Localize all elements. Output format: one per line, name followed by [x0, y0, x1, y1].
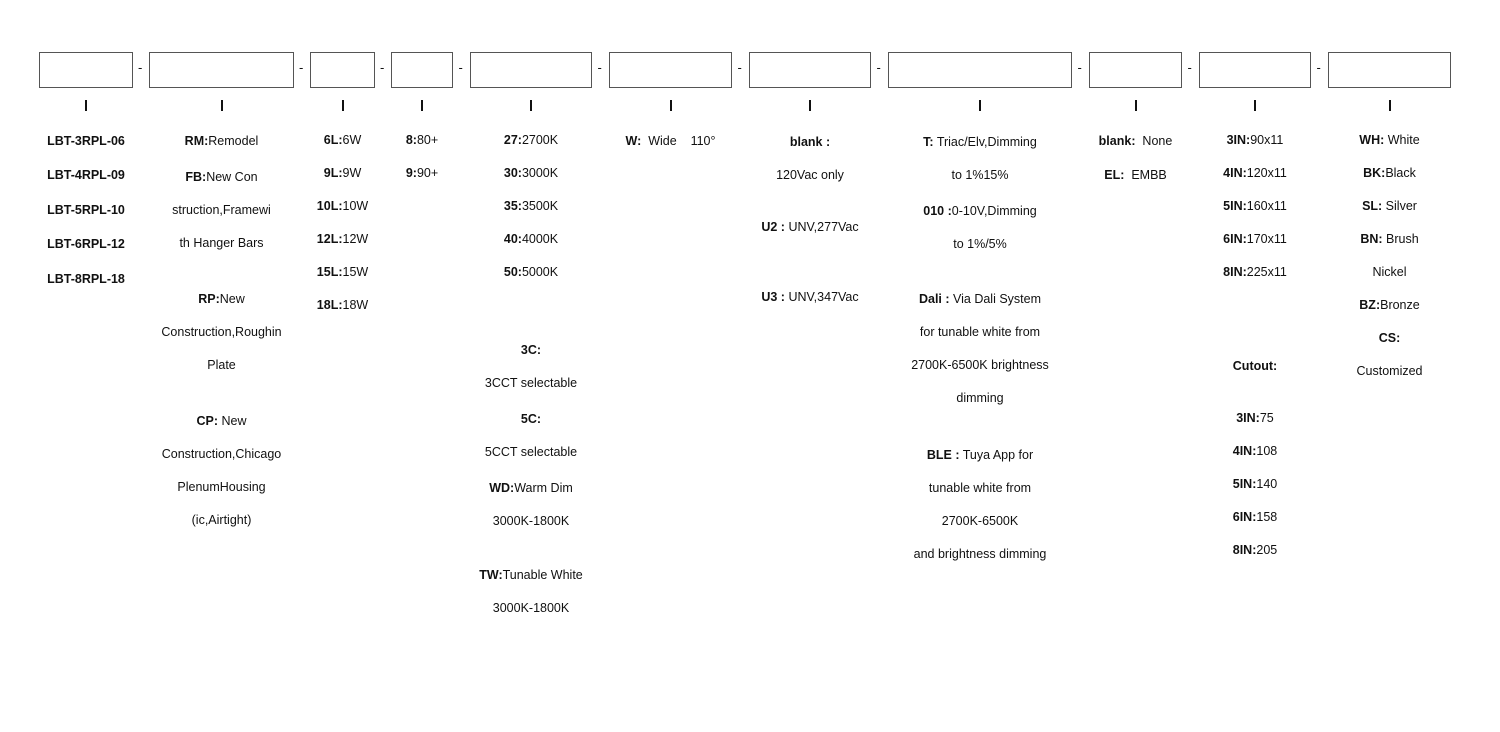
option-description: None [1135, 134, 1173, 148]
separator-dash: - [299, 60, 304, 75]
option-code: LBT-8RPL-18 [47, 272, 125, 286]
option-description: 4000K [521, 232, 559, 246]
connector-tick [979, 100, 981, 111]
option-code: 5IN: [1223, 199, 1247, 213]
option-code: 9: [405, 166, 417, 180]
option-code: BZ: [1359, 298, 1381, 312]
driver-option [870, 513, 1090, 529]
mounting-code-box [149, 52, 294, 88]
color_temp-option [421, 444, 641, 460]
size-option [1145, 443, 1365, 459]
color_temp-option [421, 375, 641, 391]
option-code: BK: [1363, 166, 1386, 180]
color_temp-option [421, 231, 641, 247]
connector-tick [342, 100, 344, 111]
beam-code-box [609, 52, 732, 88]
separator-dash: - [597, 60, 602, 75]
connector-tick [1389, 100, 1391, 111]
option-description: 2700K-6500K brightness [911, 358, 1049, 372]
option-code: 30: [503, 166, 522, 180]
color_temp-option [421, 165, 641, 181]
option-description: Warm Dim [514, 481, 573, 495]
option-code: TW: [479, 568, 503, 582]
driver-code-box [888, 52, 1072, 88]
option-code: 4IN: [1232, 444, 1257, 458]
option-code: 8: [405, 133, 417, 147]
option-description: Remodel [208, 134, 259, 148]
separator-dash: - [876, 60, 881, 75]
option-code: Cutout: [1232, 359, 1278, 373]
trim-option [1280, 198, 1500, 214]
option-description: 5000K [521, 265, 559, 279]
trim-option [1280, 264, 1500, 280]
item-option [0, 271, 196, 287]
separator-dash: - [737, 60, 742, 75]
option-code: RM: [184, 134, 209, 148]
separator-dash: - [458, 60, 463, 75]
separator-dash: - [380, 60, 385, 75]
option-code: 15L: [316, 265, 343, 279]
mounting-option [112, 357, 332, 373]
option-code: 10L: [316, 199, 343, 213]
option-code: Dali : [918, 292, 950, 306]
option-code: 6L: [323, 133, 343, 147]
separator-dash: - [1077, 60, 1082, 75]
option-code: 8IN: [1223, 265, 1247, 279]
driver-option [870, 546, 1090, 562]
option-code: T: [923, 135, 934, 149]
option-code: 8IN: [1232, 543, 1257, 557]
size-option [1145, 542, 1365, 558]
driver-option [870, 236, 1090, 252]
option-code: RP: [198, 292, 220, 306]
option-code: 35: [503, 199, 522, 213]
option-code: 3IN: [1236, 411, 1260, 425]
option-description: dimming [956, 391, 1004, 405]
option-code: EL: [1104, 168, 1125, 182]
option-description: 90+ [416, 166, 439, 180]
item-code-box [39, 52, 133, 88]
option-code: 010 : [923, 204, 952, 218]
option-code: WD: [489, 481, 515, 495]
option-description: 0-10V,Dimming [951, 204, 1037, 218]
option-description: 90x11 [1250, 133, 1284, 147]
option-description: Via Dali System [949, 292, 1042, 306]
option-description: UNV,347Vac [784, 290, 859, 304]
connector-tick [670, 100, 672, 111]
option-description: 2700K-6500K [941, 514, 1019, 528]
option-description: to 1%15% [951, 168, 1009, 182]
option-code: 5C: [520, 412, 542, 426]
mounting-option [112, 479, 332, 495]
driver-option [870, 390, 1090, 406]
option-code: LBT-5RPL-10 [47, 203, 125, 217]
trim-option [1280, 363, 1500, 379]
option-description: 3000K [521, 166, 559, 180]
watt-option [233, 264, 453, 280]
trim-option [1280, 132, 1500, 148]
option-description: Construction,Chicago [161, 447, 282, 461]
watt-option [233, 198, 453, 214]
trim-code-box [1328, 52, 1451, 88]
option-description: Plate [207, 358, 236, 372]
option-code: LBT-4RPL-09 [47, 168, 125, 182]
option-code: FB: [185, 170, 207, 184]
driver-option [870, 291, 1090, 307]
option-description: New Con [206, 170, 258, 184]
option-description: Black [1385, 166, 1416, 180]
option-code: 18L: [316, 298, 343, 312]
option-code: U2 : [761, 220, 785, 234]
connector-tick [809, 100, 811, 111]
option-code: 3IN: [1226, 133, 1251, 147]
option-description: Tunable White [502, 568, 583, 582]
color_temp-option [421, 411, 641, 427]
size-option [1145, 509, 1365, 525]
option-description: PlenumHousing [177, 480, 266, 494]
option-code: 12L: [316, 232, 343, 246]
size-code-box [1199, 52, 1311, 88]
color_temp-option [421, 342, 641, 358]
driver-option [870, 357, 1090, 373]
option-description: and brightness dimming [913, 547, 1047, 561]
option-code: 5IN: [1232, 477, 1257, 491]
option-code: 50: [503, 265, 522, 279]
option-code: WH: [1359, 133, 1385, 147]
optional-code-box [1089, 52, 1182, 88]
option-description: 9W [342, 166, 362, 180]
option-description: 120x11 [1246, 166, 1287, 180]
color_temp-option [421, 480, 641, 496]
option-description: 120Vac only [776, 168, 844, 182]
option-description: 205 [1256, 543, 1278, 557]
option-description: 158 [1256, 510, 1278, 524]
size-option [1145, 476, 1365, 492]
watt-code-box [310, 52, 375, 88]
option-description: Brush [1382, 232, 1419, 246]
option-description: UNV,277Vac [784, 220, 859, 234]
driver-option [870, 324, 1090, 340]
watt-option [233, 231, 453, 247]
option-description: EMBB [1124, 168, 1167, 182]
option-code: LBT-6RPL-12 [47, 237, 125, 251]
watt-option [233, 297, 453, 313]
option-description: to 1%/5% [953, 237, 1007, 251]
option-code: 6IN: [1232, 510, 1257, 524]
option-description: 140 [1256, 477, 1278, 491]
option-description: White [1384, 133, 1420, 147]
option-description: 15W [342, 265, 369, 279]
option-description: 3000K-1800K [492, 601, 570, 615]
mounting-option [112, 413, 332, 429]
color_temp-option [421, 600, 641, 616]
option-description: 12W [342, 232, 369, 246]
option-code: blank: [1098, 134, 1136, 148]
option-description: 3000K-1800K [492, 514, 570, 528]
option-description: 3CCT selectable [484, 376, 578, 390]
option-description: struction,Framewi [172, 203, 271, 217]
mounting-option [112, 512, 332, 528]
trim-option [1280, 231, 1500, 247]
separator-dash: - [1316, 60, 1321, 75]
option-description: Tuya App for [959, 448, 1034, 462]
option-description: 2700K [521, 133, 559, 147]
option-description: Triac/Elv,Dimming [933, 135, 1037, 149]
connector-tick [1254, 100, 1256, 111]
color_temp-option [421, 567, 641, 583]
option-description: 3500K [521, 199, 559, 213]
option-code: blank : [789, 135, 831, 149]
driver-option [870, 447, 1090, 463]
cri-code-box [391, 52, 453, 88]
option-description: 10W [342, 199, 369, 213]
option-description: New [219, 292, 245, 306]
option-description: tunable white from [928, 481, 1032, 495]
option-code: 9L: [323, 166, 343, 180]
trim-option [1280, 297, 1500, 313]
voltage-option [700, 219, 920, 235]
mounting-option [112, 324, 332, 340]
connector-tick [421, 100, 423, 111]
option-description: Silver [1382, 199, 1417, 213]
color_temp-option [421, 198, 641, 214]
option-description: Wide 110° [641, 134, 716, 148]
driver-option [870, 203, 1090, 219]
connector-tick [1135, 100, 1137, 111]
option-description: Customized [1356, 364, 1423, 378]
option-description: 225x11 [1246, 265, 1287, 279]
option-code: BN: [1360, 232, 1383, 246]
mounting-option [112, 446, 332, 462]
option-description: th Hanger Bars [179, 236, 264, 250]
color_temp-code-box [470, 52, 592, 88]
option-description: 160x11 [1246, 199, 1287, 213]
voltage-code-box [749, 52, 871, 88]
separator-dash: - [1187, 60, 1192, 75]
option-description: Construction,Roughin [161, 325, 282, 339]
driver-option [870, 480, 1090, 496]
option-description: 108 [1256, 444, 1278, 458]
option-code: LBT-3RPL-06 [47, 134, 125, 148]
option-code: 3C: [520, 343, 542, 357]
option-code: BLE : [926, 448, 960, 462]
option-description: Nickel [1372, 265, 1407, 279]
option-description: 75 [1259, 411, 1274, 425]
option-code: CP: [196, 414, 219, 428]
option-description: New [218, 414, 247, 428]
option-description: (ic,Airtight) [191, 513, 252, 527]
color_temp-option [421, 264, 641, 280]
option-code: SL: [1362, 199, 1383, 213]
connector-tick [85, 100, 87, 111]
trim-option [1280, 165, 1500, 181]
option-code: 27: [503, 133, 522, 147]
option-description: 6W [342, 133, 362, 147]
option-code: U3 : [761, 290, 785, 304]
option-code: 4IN: [1223, 166, 1247, 180]
separator-dash: - [138, 60, 143, 75]
color_temp-option [421, 513, 641, 529]
option-description: Bronze [1380, 298, 1420, 312]
connector-tick [221, 100, 223, 111]
size-option [1145, 410, 1365, 426]
option-description: 170x11 [1246, 232, 1287, 246]
option-code: CS: [1378, 331, 1401, 345]
option-description: for tunable white from [919, 325, 1041, 339]
option-description: 18W [342, 298, 369, 312]
option-code: W: [625, 134, 642, 148]
option-code: 6IN: [1223, 232, 1247, 246]
trim-option [1280, 330, 1500, 346]
option-description: 80+ [416, 133, 439, 147]
option-description: 5CCT selectable [484, 445, 578, 459]
option-code: 40: [503, 232, 522, 246]
connector-tick [530, 100, 532, 111]
